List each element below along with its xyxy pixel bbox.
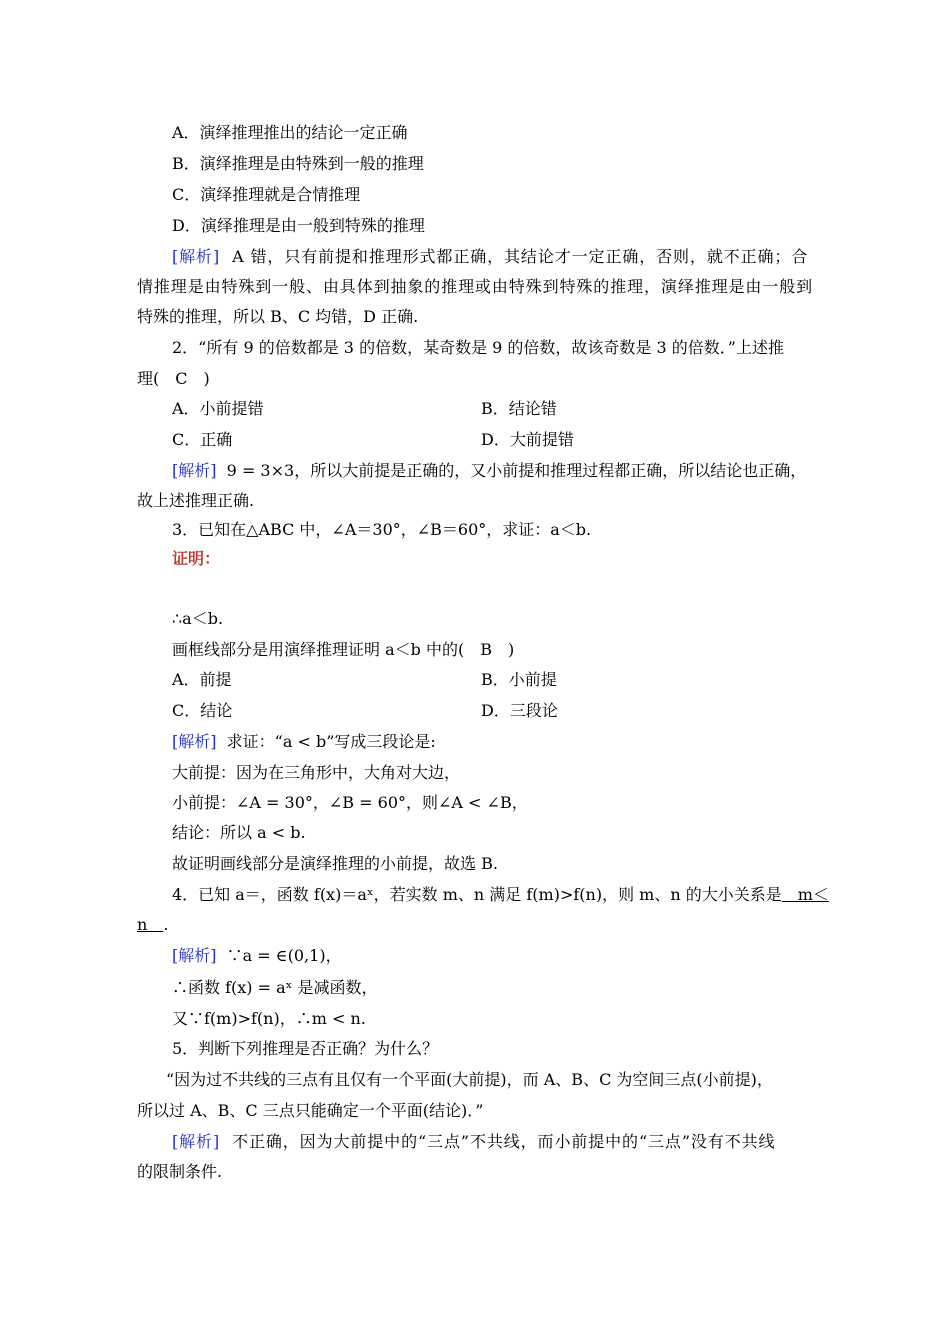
q2-option-c: C．正确 [172,430,233,449]
q5-quote-line-2: 所以过 A、B、C 三点只能确定一个平面(结论)．” [137,1101,484,1120]
q5-analysis-line-1: [解析] 不正确，因为大前提中的“三点”不共线，而小前提中的“三点”没有不共线 [172,1132,776,1151]
q1-analysis-line-2: 情推理是由特殊到一般、由具体到抽象的推理或由特殊到特殊的推理，演绎推理是由一般到 [137,277,814,296]
q3-analysis-line-1: [解析] 求证：“a < b”写成三段论是: [172,732,436,751]
q4-stem-line-2: n . [137,915,169,934]
q3-analysis-line-4: 结论：所以 a < b. [172,823,306,842]
q4-answer-blank-cont: n [137,915,164,934]
analysis-tag: [解析] [172,461,217,480]
q3-analysis-line-3: 小前提：∠A = 30°，∠B = 60°，则∠A < ∠B， [172,793,528,812]
q1-option-c: C．演绎推理就是合情推理 [172,185,361,204]
q4-stem-line-1: 4．已知 a＝，函数 f(x)＝aˣ，若实数 m、n 满足 f(m)>f(n)，则 m、n 的大小关系是 m＜ [172,885,829,904]
q4-analysis-line-3: 又∵f(m)>f(n)，∴m < n. [172,1009,366,1028]
q2-option-a: A．小前提错 [172,399,264,418]
q3-option-b: B．小前提 [481,670,557,689]
q5-quote-line-1: “因为过不共线的三点有且仅有一个平面(大前提)，而 A、B、C 为空间三点(小前提)， [166,1070,773,1089]
q2-option-d: D．大前提错 [481,430,574,449]
q1-analysis-line-3: 特殊的推理，所以 B、C 均错，D 正确. [137,307,419,326]
q3-option-d: D．三段论 [481,701,558,720]
q2-analysis-line-2: 故上述推理正确. [137,491,255,510]
q3-conclusion: ∴a＜b. [172,609,224,628]
analysis-tag: [解析] [172,1132,221,1151]
q2-stem-line-2: 理( C ) [137,369,210,388]
analysis-tag: [解析] [172,247,221,266]
q5-stem: 5．判断下列推理是否正确？为什么？ [172,1039,439,1058]
q3-analysis-line-2: 大前提：因为在三角形中，大角对大边， [172,763,461,782]
q1-option-d: D．演绎推理是由一般到特殊的推理 [172,216,425,235]
q3-stem: 3．已知在△ABC 中，∠A＝30°，∠B＝60°，求证：a＜b. [172,520,592,539]
q2-stem-line-1: 2．“所有 9 的倍数都是 3 的倍数，某奇数是 9 的倍数，故该奇数是 3 的倍数．”上述推 [172,338,784,357]
q3-proof-label: 证明： [172,549,221,568]
analysis-tag: [解析] [172,946,217,965]
q1-option-b: B．演绎推理是由特殊到一般的推理 [172,154,424,173]
q3-option-a: A．前提 [172,670,232,689]
q4-analysis-line-1: [解析] ∵a = ∈(0,1)， [172,946,342,965]
analysis-tag: [解析] [172,732,217,751]
q4-analysis-line-2: ∴函数 f(x) = aˣ 是减函数， [172,978,378,997]
q4-answer-blank: m＜ [781,885,829,904]
q3-option-c: C．结论 [172,701,233,720]
q5-analysis-line-2: 的限制条件. [137,1162,223,1181]
q3-question: 画框线部分是用演绎推理证明 a＜b 中的( B ) [172,640,515,659]
q2-option-b: B．结论错 [481,399,557,418]
q1-analysis-line-1: [解析] A 错，只有前提和推理形式都正确，其结论才一定正确，否则，就不正确；合 [172,247,809,266]
q3-analysis-line-5: 故证明画线部分是演绎推理的小前提，故选 B. [172,854,498,873]
q2-analysis-line-1: [解析] 9 = 3×3，所以大前提是正确的，又小前提和推理过程都正确，所以结论也正确， [172,461,807,480]
q1-option-a: A．演绎推理推出的结论一定正确 [172,123,408,142]
